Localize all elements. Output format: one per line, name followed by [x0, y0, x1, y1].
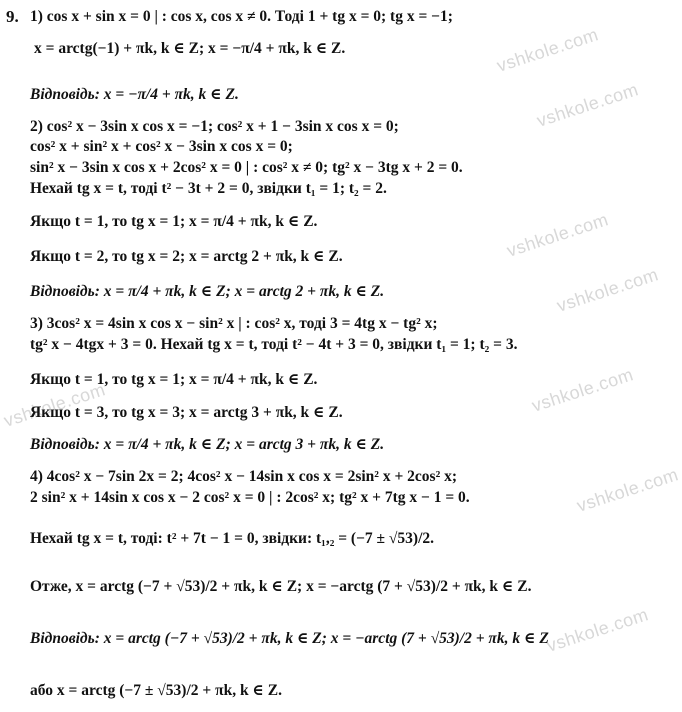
text-line: 4) 4cos² x − 7sin 2x = 2; 4cos² x − 14sin x cos x = 2sin² x + 2cos² x; — [30, 468, 458, 485]
text-line: Якщо t = 1, то tg x = 1; x = π/4 + πk, k ∈ Z. — [30, 371, 318, 388]
text-line: або x = arctg (−7 ± √53)/2 + πk, k ∈ Z. — [30, 682, 282, 699]
text-line: Нехай tg x = t, тоді t² − 3t + 2 = 0, звідки t₁ = 1; t₂ = 2. — [30, 180, 387, 197]
watermark: vshkole.com — [494, 24, 601, 76]
answer-line: Відповідь: x = π/4 + πk, k ∈ Z; x = arctg 3 + πk, k ∈ Z. — [30, 436, 385, 453]
watermark: vshkole.com — [504, 209, 611, 261]
answer-line: Відповідь: x = π/4 + πk, k ∈ Z; x = arctg 2 + πk, k ∈ Z. — [30, 283, 385, 300]
answer-line: Відповідь: x = arctg (−7 + √53)/2 + πk, k ∈ Z; x = −arctg (7 + √53)/2 + πk, k ∈ Z — [30, 630, 549, 647]
watermark: vshkole.com — [554, 264, 661, 316]
text-line: Якщо t = 1, то tg x = 1; x = π/4 + πk, k ∈ Z. — [30, 213, 318, 230]
problem-number: 9. — [6, 7, 19, 26]
watermark: vshkole.com — [544, 604, 651, 656]
text-line: Якщо t = 3, то tg x = 3; x = arctg 3 + πk, k ∈ Z. — [30, 404, 343, 421]
text-line: 1) cos x + sin x = 0 | : cos x, cos x ≠ 0. Тоді 1 + tg x = 0; tg x = −1; — [30, 8, 453, 25]
text-line: 2) cos² x − 3sin x cos x = −1; cos² x + 1 − 3sin x cos x = 0; — [30, 118, 399, 135]
text-line: 2 sin² x + 14sin x cos x − 2 cos² x = 0 | : 2cos² x; tg² x + 7tg x − 1 = 0. — [30, 489, 470, 506]
answer-line: Відповідь: x = −π/4 + πk, k ∈ Z. — [30, 86, 239, 103]
watermark: vshkole.com — [534, 79, 641, 131]
watermark: vshkole.com — [529, 364, 636, 416]
text-line: x = arctg(−1) + πk, k ∈ Z; x = −π/4 + πk, k ∈ Z. — [34, 40, 346, 57]
text-line: tg² x − 4tgx + 3 = 0. Нехай tg x = t, тоді t² − 4t + 3 = 0, звідки t₁ = 1; t₂ = 3. — [30, 336, 518, 353]
text-line: sin² x − 3sin x cos x + 2cos² x = 0 | : cos² x ≠ 0; tg² x − 3tg x + 2 = 0. — [30, 159, 463, 176]
watermark: vshkole.com — [574, 464, 681, 516]
text-line: cos² x + sin² x + cos² x − 3sin x cos x = 0; — [30, 138, 293, 155]
text-line: Нехай tg x = t, тоді: t² + 7t − 1 = 0, звідки: t₁,₂ = (−7 ± √53)/2. — [30, 530, 435, 547]
text-line: Якщо t = 2, то tg x = 2; x = arctg 2 + πk, k ∈ Z. — [30, 248, 343, 265]
text-line: 3) 3cos² x = 4sin x cos x − sin² x | : cos² x, тоді 3 = 4tg x − tg² x; — [30, 315, 438, 332]
text-line: Отже, x = arctg (−7 + √53)/2 + πk, k ∈ Z; x = −arctg (7 + √53)/2 + πk, k ∈ Z. — [30, 578, 532, 595]
watermark: vshkole.com — [1, 379, 108, 431]
